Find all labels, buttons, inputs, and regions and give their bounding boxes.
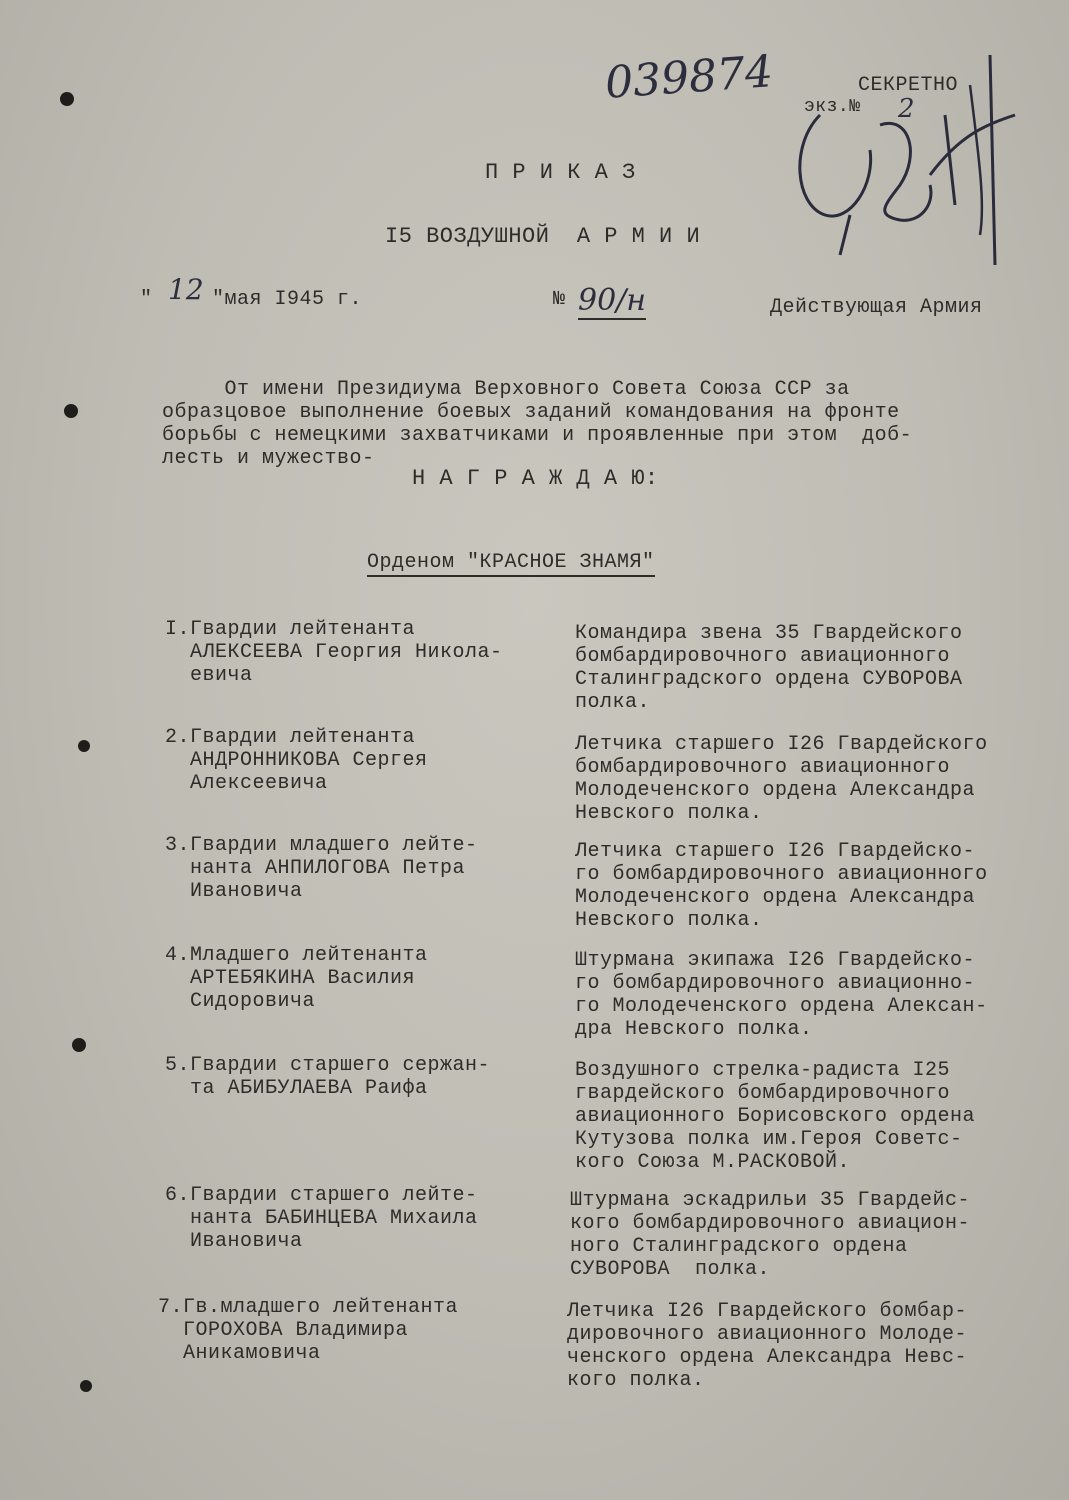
person-line: евича — [165, 664, 253, 687]
person-line: та АБИБУЛАЕВА Раифа — [165, 1077, 428, 1100]
award-verb: Н А Г Р А Ж Д А Ю: — [412, 466, 659, 491]
person-line: АНДРОННИКОВА Сергея — [165, 749, 428, 772]
person-line: Аникамовича — [158, 1342, 321, 1365]
order-date: "мая I945 г. — [212, 288, 363, 311]
entry-person — [165, 944, 565, 1013]
position-line: бомбардировочного авиационного — [575, 756, 951, 779]
position-line: авиационного Борисовского ордена — [575, 1105, 976, 1128]
position-line: Невского полка. — [575, 909, 763, 932]
person-line: Сидоровича — [165, 990, 316, 1013]
entry-person — [165, 726, 565, 795]
position-line: ченского ордена Александра Невс- — [567, 1346, 968, 1369]
punch-hole — [78, 740, 90, 752]
position-line: Воздушного стрелка-радиста I25 — [575, 1059, 951, 1082]
position-line: го Молодеченского ордена Алексан- — [575, 995, 988, 1018]
preamble — [162, 378, 912, 470]
position-line: Невского полка. — [575, 802, 763, 825]
order-number-label: № — [553, 288, 566, 311]
punch-hole — [60, 92, 74, 106]
position-line: Кутузова полка им.Героя Советс- — [575, 1128, 963, 1151]
entry-person — [165, 618, 565, 687]
handwritten-order-number: 90/н — [578, 283, 647, 318]
position-line: кого Союза М.РАСКОВОЙ. — [575, 1151, 851, 1174]
entry-position — [575, 733, 1055, 825]
position-line: Сталинградского ордена СУВОРОВА — [575, 668, 963, 691]
preamble-line: борьбы с немецкими захватчиками и проявленные при этом доб- — [162, 424, 913, 447]
copy-label: экз.№ — [804, 97, 861, 117]
position-line: дра Невского полка. — [575, 1018, 813, 1041]
secret-label: СЕКРЕТНО — [858, 74, 959, 97]
handwritten-copy-number: 2 — [898, 94, 915, 124]
person-line: АЛЕКСЕЕВА Георгия Никола- — [165, 641, 503, 664]
handwritten-archive-number: 039874 — [603, 46, 775, 109]
position-line: Летчика старшего I26 Гвардейско- — [575, 840, 976, 863]
document-subtitle: I5 ВОЗДУШНОЙ А Р М И И — [385, 224, 701, 249]
position-line: го бомбардировочного авиационно- — [575, 972, 976, 995]
person-line: 7.Гв.младшего лейтенанта — [158, 1296, 459, 1319]
position-line: дировочного авиационного Молоде- — [567, 1323, 968, 1346]
position-line: Командира звена 35 Гвардейского — [575, 622, 963, 645]
handwritten-order-day: 12 — [168, 273, 204, 306]
person-line: Ивановича — [165, 1230, 303, 1253]
position-line: го бомбардировочного авиационного — [575, 863, 988, 886]
entry-person — [165, 834, 565, 903]
position-line: ного Сталинградского ордена — [570, 1235, 908, 1258]
entry-position — [567, 1300, 1047, 1392]
document-title: П Р И К А З — [485, 160, 636, 185]
entry-position — [575, 622, 1055, 714]
location-label: Действующая Армия — [770, 296, 983, 319]
preamble-line: образцовое выполнение боевых заданий командования на фронте — [162, 401, 900, 424]
person-line: ГОРОХОВА Владимира — [158, 1319, 409, 1342]
date-open-quote: " — [140, 288, 153, 311]
position-line: полка. — [575, 691, 651, 714]
position-line: Летчика старшего I26 Гвардейского — [575, 733, 988, 756]
preamble-line: От имени Президиума Верховного Совета Союза ССР за — [162, 378, 850, 401]
entry-person — [158, 1296, 558, 1365]
position-line: СУВОРОВА полка. — [570, 1258, 771, 1281]
punch-hole — [72, 1038, 86, 1052]
person-line: Алексеевича — [165, 772, 328, 795]
entry-person — [165, 1184, 565, 1253]
preamble-line: лесть и мужество- — [162, 447, 375, 470]
position-line: Молодеченского ордена Александра — [575, 779, 976, 802]
position-line: бомбардировочного авиационного — [575, 645, 951, 668]
entry-position — [575, 840, 1055, 932]
position-line: кого полка. — [567, 1369, 705, 1392]
position-line: Летчика I26 Гвардейского бомбар- — [567, 1300, 968, 1323]
person-line: 5.Гвардии старшего сержан- — [165, 1054, 491, 1077]
position-line: Штурмана эскадрильи 35 Гвардейс- — [570, 1189, 971, 1212]
punch-hole — [64, 404, 78, 418]
entry-position — [575, 949, 1055, 1041]
position-line: кого бомбардировочного авиацион- — [570, 1212, 971, 1235]
person-line: I.Гвардии лейтенанта — [165, 618, 416, 641]
person-line: Ивановича — [165, 880, 303, 903]
punch-hole — [80, 1380, 92, 1392]
position-line: Штурмана экипажа I26 Гвардейско- — [575, 949, 976, 972]
position-line: гвардейского бомбардировочного — [575, 1082, 951, 1105]
handwritten-signature — [780, 55, 1050, 275]
person-line: 4.Младшего лейтенанта — [165, 944, 428, 967]
person-line: 3.Гвардии младшего лейте- — [165, 834, 478, 857]
entry-person — [165, 1054, 565, 1100]
person-line: нанта БАБИНЦЕВА Михаила — [165, 1207, 478, 1230]
person-line: 2.Гвардии лейтенанта — [165, 726, 416, 749]
entry-position — [575, 1059, 1055, 1174]
position-line: Молодеченского ордена Александра — [575, 886, 976, 909]
order-name: Орденом "КРАСНОЕ ЗНАМЯ" — [367, 553, 655, 577]
person-line: нанта АНПИЛОГОВА Петра — [165, 857, 466, 880]
person-line: АРТЕБЯКИНА Василия — [165, 967, 416, 990]
entry-position — [570, 1189, 1050, 1281]
person-line: 6.Гвардии старшего лейте- — [165, 1184, 478, 1207]
